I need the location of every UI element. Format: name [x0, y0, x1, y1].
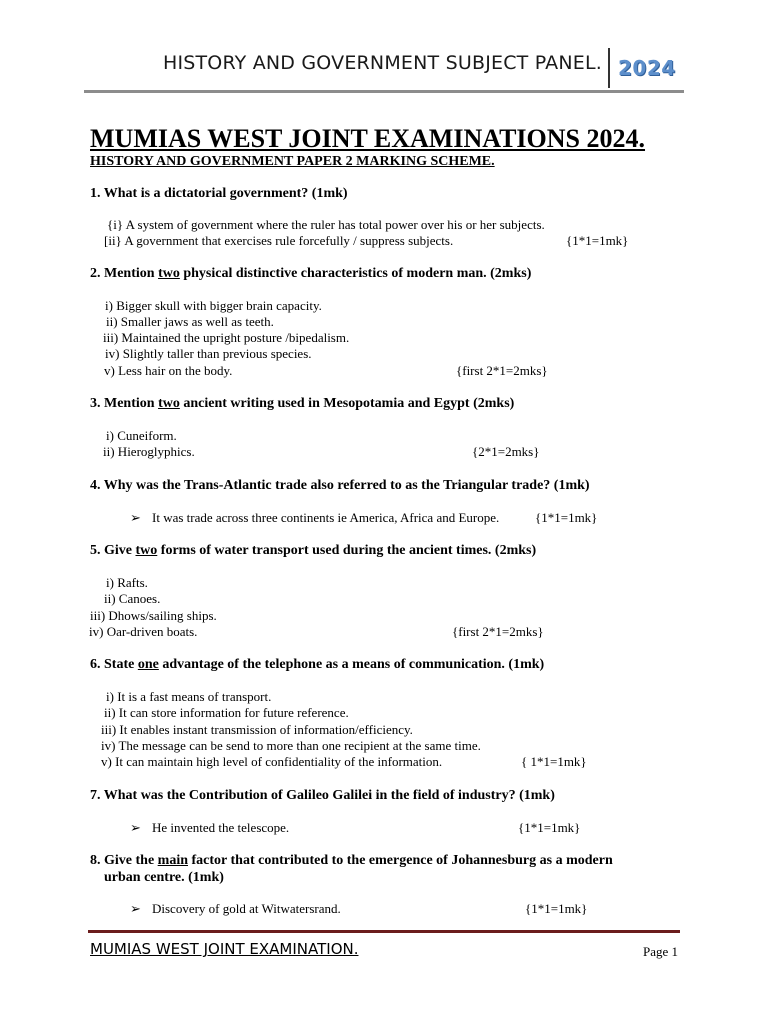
- question-8: [90, 852, 690, 869]
- question-6: [90, 656, 690, 673]
- answer-5-i: i) Rafts.: [106, 574, 148, 590]
- question-2: [90, 265, 690, 282]
- question-4: 4. Why was the Trans-Atlantic trade also referred to as the Triangular trade? (1mk): [90, 477, 590, 493]
- answer-5-iv: [89, 624, 689, 640]
- question-text: 3. Mention: [90, 396, 159, 412]
- marks-5: {first 2*1=2mks}: [452, 623, 544, 639]
- question-emphasis: two: [158, 265, 180, 281]
- answer-7: [90, 820, 690, 836]
- answer-2-ii: ii) Smaller jaws as well as teeth.: [106, 313, 274, 329]
- answer-6-iii: iii) It enables instant transmission of information/efficiency.: [101, 721, 413, 737]
- answer-8: [90, 901, 690, 917]
- page-header: [84, 44, 684, 93]
- answer-text: v) Less hair on the body.: [104, 362, 233, 378]
- answer-3-ii: [103, 444, 703, 460]
- question-text: 8. Give the: [90, 852, 158, 868]
- answer-3-i: i) Cuneiform.: [106, 428, 177, 444]
- page-footer: [88, 930, 680, 965]
- bullet-arrow-icon: ➢: [130, 819, 141, 835]
- marks-3: {2*1=2mks}: [472, 444, 540, 460]
- question-text: physical distinctive characteristics of modern man. (2mks): [179, 265, 532, 281]
- answer-1-i: {i} A system of government where the ruler has total power over his or her subjects.: [107, 217, 545, 232]
- answer-5-iii: iii) Dhows/sailing ships.: [90, 607, 217, 623]
- answer-4: [90, 510, 690, 526]
- answer-6-iv: iv) The message can be send to more than one recipient at the same time.: [101, 738, 481, 754]
- header-title: HISTORY AND GOVERNMENT SUBJECT PANEL.: [162, 52, 602, 74]
- answer-2-v: [104, 363, 704, 379]
- header-year: 2024: [618, 56, 676, 80]
- marks-6: { 1*1=1mk}: [521, 754, 587, 770]
- answer-text: It was trade across three continents ie America, Africa and Europe.: [152, 509, 500, 525]
- answer-2-iii: iii) Maintained the upright posture /bipedalism.: [103, 330, 350, 346]
- footer-title: MUMIAS WEST JOINT EXAMINATION.: [90, 940, 359, 958]
- question-8-continued: urban centre. (1mk): [104, 869, 224, 885]
- question-emphasis: two: [158, 396, 180, 412]
- question-text: 6. State: [90, 657, 138, 673]
- answer-6-v: [101, 754, 701, 770]
- answer-1-ii: [104, 233, 704, 249]
- marks-7: {1*1=1mk}: [518, 819, 581, 835]
- answer-2-iv: iv) Slightly taller than previous species.: [105, 346, 312, 362]
- answer-text: He invented the telescope.: [152, 819, 290, 835]
- question-emphasis: two: [135, 542, 158, 558]
- answer-text: [ii} A government that exercises rule forcefully / suppress subjects.: [104, 233, 454, 249]
- question-emphasis: one: [137, 657, 159, 673]
- answer-6-ii: ii) It can store information for future reference.: [104, 705, 349, 721]
- question-text: factor that contributed to the emergence of Johannesburg as a modern: [188, 852, 613, 868]
- answer-text: Discovery of gold at Witwatersrand.: [152, 900, 341, 916]
- question-text: forms of water transport used during the ancient times. (2mks): [157, 542, 537, 558]
- marks-2: {first 2*1=2mks}: [456, 362, 548, 378]
- answer-text: iv) Oar-driven boats.: [89, 623, 198, 639]
- marks-1: {1*1=1mk}: [566, 233, 629, 249]
- question-text: 5. Give: [90, 542, 136, 558]
- header-divider: [608, 48, 610, 88]
- answer-text: v) It can maintain high level of confidentiality of the information.: [101, 754, 443, 770]
- question-text: ancient writing used in Mesopotamia and Egypt (2mks): [179, 396, 515, 412]
- answer-text: ii) Hieroglyphics.: [103, 444, 195, 460]
- answer-6-i: i) It is a fast means of transport.: [106, 689, 272, 705]
- marks-8: {1*1=1mk}: [525, 900, 588, 916]
- document-body: [90, 125, 690, 917]
- question-1: 1. What is a dictatorial government? (1mk): [90, 186, 348, 201]
- question-5: [90, 542, 690, 559]
- question-text: advantage of the telephone as a means of communication. (1mk): [158, 657, 545, 673]
- document-title: MUMIAS WEST JOINT EXAMINATIONS 2024.: [90, 124, 646, 153]
- bullet-arrow-icon: ➢: [130, 900, 141, 916]
- document-subtitle: HISTORY AND GOVERNMENT PAPER 2 MARKING SCHEME.: [90, 154, 495, 169]
- bullet-arrow-icon: ➢: [130, 509, 141, 525]
- answer-2-i: i) Bigger skull with bigger brain capacity.: [105, 297, 322, 313]
- answer-5-ii: ii) Canoes.: [104, 591, 161, 607]
- question-emphasis: main: [157, 852, 188, 868]
- marks-4: {1*1=1mk}: [535, 509, 598, 525]
- question-7: 7. What was the Contribution of Galileo Galilei in the field of industry? (1mk): [90, 787, 555, 803]
- question-text: 2. Mention: [90, 265, 159, 281]
- page-number: Page 1: [642, 944, 678, 959]
- question-3: [90, 395, 690, 412]
